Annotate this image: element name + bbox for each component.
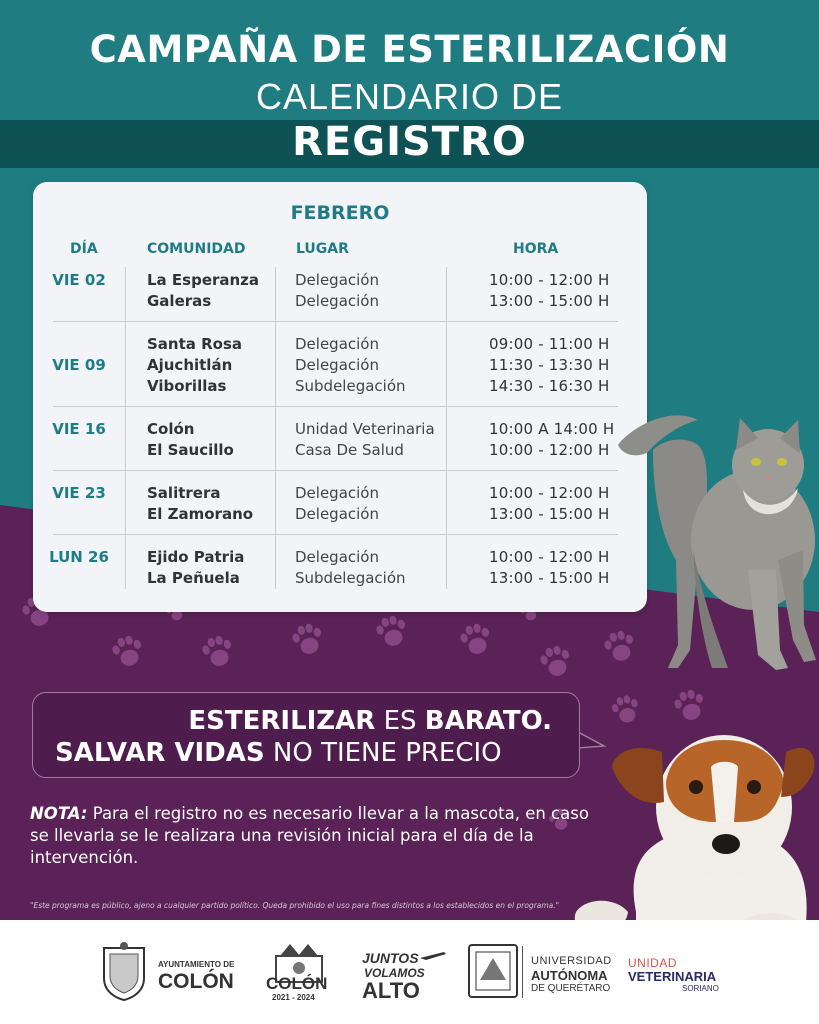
month-title: FEBRERO [290, 202, 390, 224]
row-divider [53, 321, 618, 322]
uaq-line-3: DE QUERÉTARO [531, 983, 611, 994]
row-comunidad: Ejido Patria La Peñuela [147, 548, 245, 587]
slogan-line-1: ESTERILIZAR ES BARATO. [188, 706, 552, 736]
row-hora: 09:00 - 11:00 H 11:30 - 13:30 H 14:30 - 16:30 H [489, 335, 610, 395]
paw-print-icon [374, 613, 410, 649]
campaign-title: CAMPAÑA DE ESTERILIZACIÓN [89, 28, 730, 71]
row-day: LUN 26 [49, 548, 109, 566]
row-hora: 10:00 - 12:00 H 13:00 - 15:00 H [489, 271, 610, 310]
column-header-hora: HORA [513, 241, 559, 257]
row-lugar: Delegación Subdelegación [295, 548, 406, 587]
uv-line-3: SORIANO [682, 984, 719, 993]
uaq-line-1: UNIVERSIDAD [531, 955, 612, 967]
row-divider [53, 406, 618, 407]
divider [446, 267, 447, 589]
row-divider [53, 470, 618, 471]
row-divider [53, 534, 618, 535]
row-day: VIE 16 [52, 420, 106, 438]
divider [125, 267, 126, 589]
juntos-line-2: VOLAMOS [364, 966, 425, 980]
juntos-line-1: JUNTOS [362, 950, 419, 966]
paw-print-icon [200, 633, 236, 669]
note-text: NOTA: Para el registro no es necesario llevar a la mascota, en caso se llevarla se le realizara una revisión inicial para el día de la intervención. [30, 804, 589, 867]
schedule-card [33, 182, 647, 612]
dog-photo [566, 712, 819, 952]
slogan-line-2: SALVAR VIDAS NO TIENE PRECIO [55, 738, 502, 768]
uaq-seal-logo [466, 942, 520, 1000]
row-comunidad: Salitrera El Zamorano [147, 484, 254, 523]
airplane-icon [418, 948, 448, 964]
paw-print-icon [458, 621, 494, 657]
row-lugar: Delegación Delegación [295, 271, 379, 310]
ayuntamiento-colon-label: COLÓN [158, 970, 234, 993]
row-comunidad: La Esperanza Galeras [147, 271, 260, 310]
column-header-dia: DÍA [70, 241, 98, 257]
colon-logo-label: COLÓN [266, 974, 328, 993]
paw-print-icon [538, 643, 574, 679]
logo-divider [522, 946, 523, 998]
row-hora: 10:00 - 12:00 H 13:00 - 15:00 H [489, 548, 610, 587]
paw-print-icon [290, 621, 326, 657]
column-header-lugar: LUGAR [296, 241, 349, 257]
registro-title: REGISTRO [292, 119, 527, 165]
sponsor-footer [0, 920, 819, 1024]
disclaimer: "Este programa es público, ajeno a cualquier partido político. Queda prohibido el uso para fines distintos a los establecidos en el programa." [30, 901, 560, 910]
row-comunidad: Santa Rosa Ajuchitlán Viborillas [147, 335, 243, 395]
ayuntamiento-small-label: AYUNTAMIENTO DE [158, 960, 235, 969]
row-comunidad: Colón El Saucillo [147, 420, 234, 459]
uv-line-2: VETERINARIA [628, 969, 717, 984]
uaq-line-2: AUTÓNOMA [531, 968, 608, 983]
ayuntamiento-shield-logo [96, 940, 152, 1002]
calendar-subtitle: CALENDARIO DE [255, 76, 564, 117]
row-lugar: Unidad Veterinaria Casa De Salud [295, 420, 435, 459]
row-day: VIE 09 [52, 356, 106, 374]
row-lugar: Delegación Delegación Subdelegación [295, 335, 406, 395]
uv-line-1: UNIDAD [628, 956, 678, 970]
row-hora: 10:00 - 12:00 H 13:00 - 15:00 H [489, 484, 610, 523]
row-day: VIE 02 [52, 271, 106, 289]
row-day: VIE 23 [52, 484, 106, 502]
row-lugar: Delegación Delegación [295, 484, 379, 523]
colon-years: 2021 - 2024 [272, 993, 315, 1002]
paw-print-icon [110, 633, 146, 669]
cat-photo [608, 400, 819, 675]
column-header-comunidad: COMUNIDAD [147, 241, 246, 257]
divider [275, 267, 276, 589]
row-hora: 10:00 A 14:00 H 10:00 - 12:00 H [489, 420, 615, 459]
juntos-line-3: ALTO [362, 978, 420, 1003]
